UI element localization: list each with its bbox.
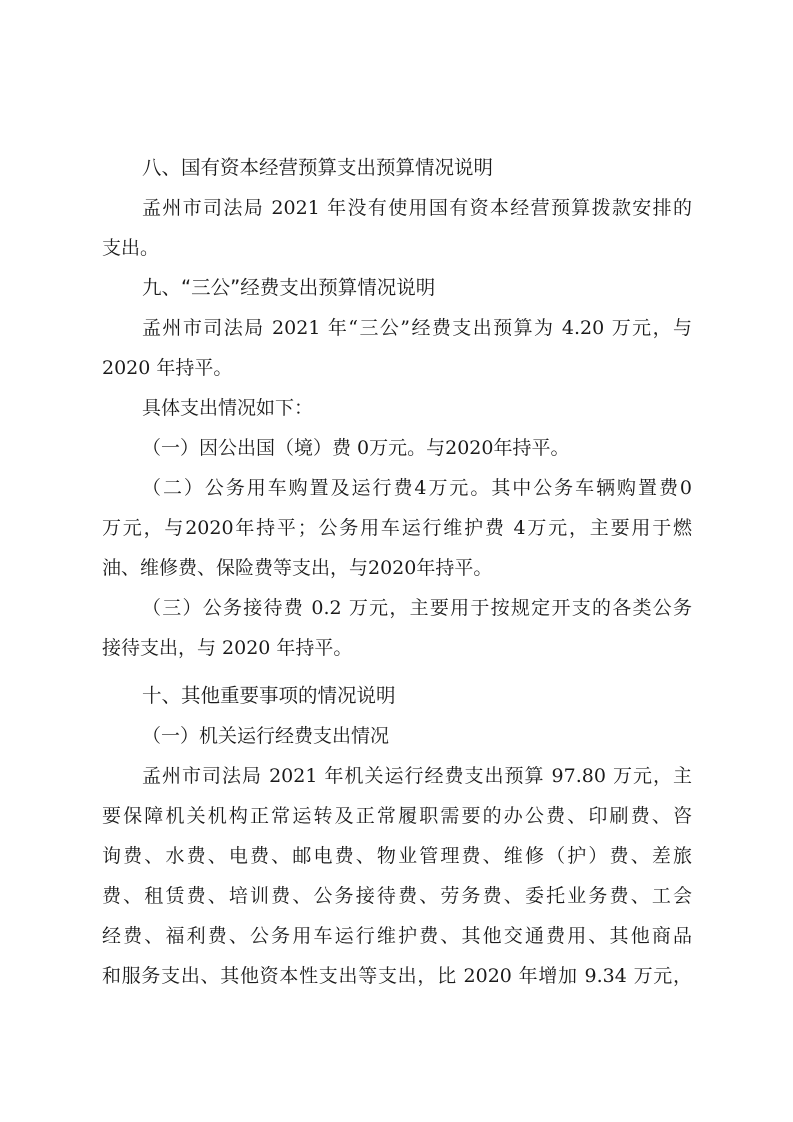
list-item: （二）公务用车购置及运行费4万元。其中公务车辆购置费0 bbox=[142, 477, 692, 499]
paragraph-line: 万元，与2020年持平；公务用车运行维护费 4万元，主要用于燃 bbox=[102, 517, 692, 539]
paragraph-line: 孟州市司法局 2021 年机关运行经费支出预算 97.80 万元，主 bbox=[142, 765, 692, 787]
section-8-heading: 八、国有资本经营预算支出预算情况说明 bbox=[142, 156, 494, 179]
paragraph-line: 要保障机关机构正常运转及正常履职需要的办公费、印刷费、咨 bbox=[102, 805, 692, 827]
section-9-heading: 九、“三公”经费支出预算情况说明 bbox=[142, 276, 436, 299]
paragraph-line: 孟州市司法局 2021 年没有使用国有资本经营预算拨款安排的 bbox=[142, 197, 692, 219]
paragraph-line: 2020 年持平。 bbox=[102, 357, 233, 379]
paragraph-line: 接待支出，与 2020 年持平。 bbox=[102, 637, 353, 659]
document-body bbox=[102, 148, 692, 996]
section-10-heading: 十、其他重要事项的情况说明 bbox=[142, 684, 396, 707]
paragraph-line: 孟州市司法局 2021 年“三公”经费支出预算为 4.20 万元，与 bbox=[142, 317, 692, 339]
list-item: （一）因公出国（境）费 0万元。与2020年持平。 bbox=[142, 437, 570, 459]
subheading: （一）机关运行经费支出情况 bbox=[142, 725, 390, 747]
list-item: （三）公务接待费 0.2 万元，主要用于按规定开支的各类公务 bbox=[142, 597, 692, 619]
paragraph-line: 经费、福利费、公务用车运行维护费、其他交通费用、其他商品 bbox=[102, 925, 692, 947]
paragraph-line: 询费、水费、电费、邮电费、物业管理费、维修（护）费、差旅 bbox=[102, 845, 692, 867]
paragraph-line: 油、维修费、保险费等支出，与2020年持平。 bbox=[102, 557, 493, 579]
paragraph-line: 和服务支出、其他资本性支出等支出，比 2020 年增加 9.34 万元， bbox=[102, 965, 692, 987]
paragraph-line: 费、租赁费、培训费、公务接待费、劳务费、委托业务费、工会 bbox=[102, 885, 692, 907]
paragraph-line: 支出。 bbox=[102, 237, 160, 259]
paragraph-line: 具体支出情况如下： bbox=[142, 397, 314, 419]
